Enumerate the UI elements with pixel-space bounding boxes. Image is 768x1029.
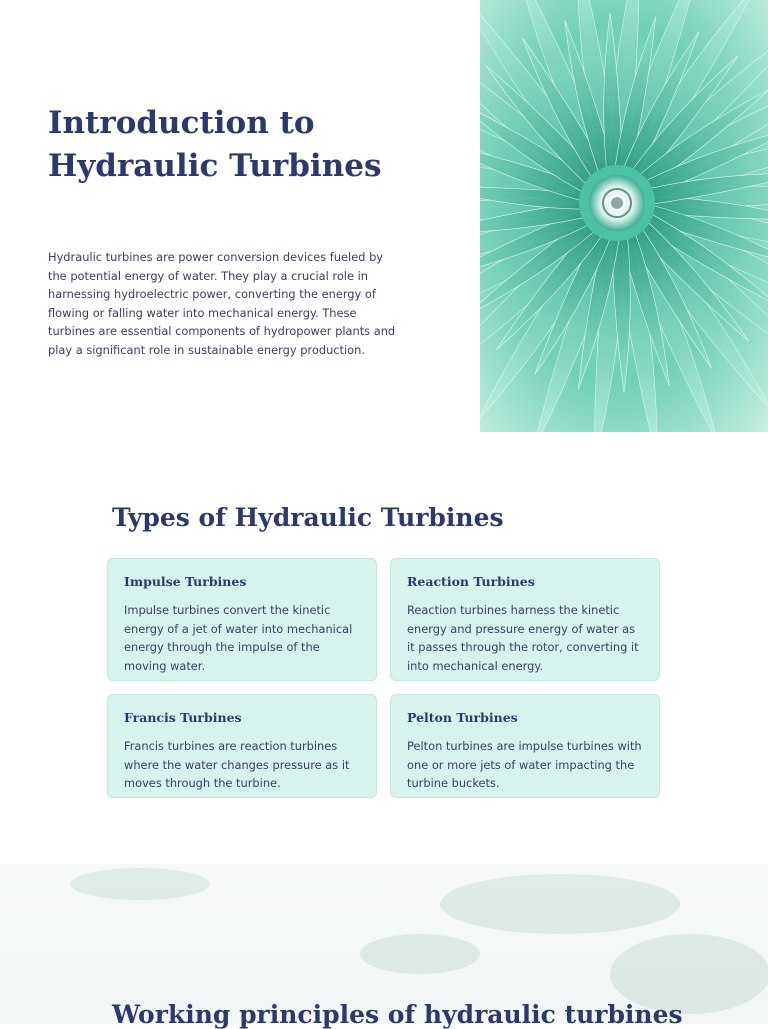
turbine-runner-image	[480, 0, 768, 432]
hero-title-line-2: Hydraulic Turbines	[48, 148, 382, 184]
card-impulse-turbines	[107, 558, 377, 681]
card-francis-turbines	[107, 694, 377, 798]
card-title: Reaction Turbines	[407, 574, 535, 589]
hero-title-line-1: Introduction to	[48, 105, 315, 141]
card-reaction-turbines	[390, 558, 660, 681]
card-title: Francis Turbines	[124, 710, 242, 725]
card-title: Impulse Turbines	[124, 574, 247, 589]
card-text: Pelton turbines are impulse turbines with one or more jets of water impacting the turbine buckets.	[407, 739, 642, 791]
card-text: Francis turbines are reaction turbines where the water changes pressure as it moves through the turbine.	[124, 739, 350, 791]
hero-title	[48, 102, 448, 188]
card-text: Impulse turbines convert the kinetic energy of a jet of water into mechanical energy through the impulse of the moving water.	[124, 603, 353, 673]
card-title: Pelton Turbines	[407, 710, 518, 725]
hero-description: Hydraulic turbines are power conversion devices fueled by the potential energy of water. They play a crucial role in harnessing hydroelectric power, converting the energy of flowing or falling water into mechanical energy. These turbines are essential components of hydropower plants and play a significant role in sustainable energy production.	[48, 250, 396, 357]
working-principles-heading: Working principles of hydraulic turbines	[112, 1000, 683, 1029]
card-pelton-turbines	[390, 694, 660, 798]
card-text: Reaction turbines harness the kinetic energy and pressure energy of water as it passes through the rotor, converting it into mechanical energy.	[407, 603, 639, 673]
types-heading: Types of Hydraulic Turbines	[112, 503, 504, 532]
